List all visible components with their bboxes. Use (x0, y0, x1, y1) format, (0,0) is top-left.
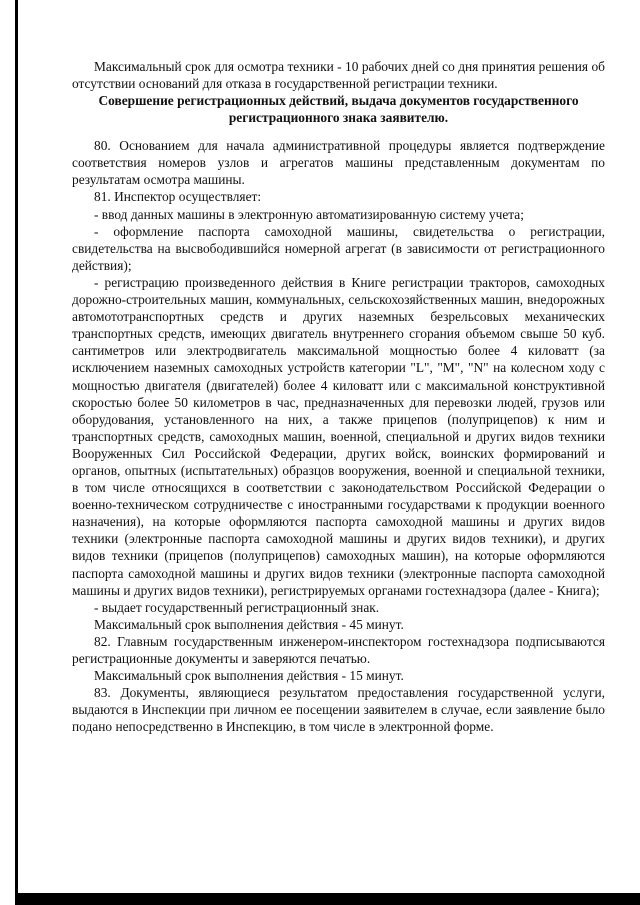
intro-paragraph: Максимальный срок для осмотра техники - 10 рабочих дней со дня принятия решения об отсутствии оснований для отказа в государственной регистрации техники. (72, 59, 605, 92)
section-heading: Совершение регистрационных действий, выдача документов государственного регистрационного знака заявителю. (98, 93, 579, 126)
paragraph-83: 83. Документы, являющиеся результатом предоставления государственной услуги, выдаются в Инспекции при личном ее посещении заявителем в случае, если заявление было подано непосредственно в Инспекцию, в том числе в электронной форме. (72, 685, 605, 735)
deadline-15: Максимальный срок выполнения действия - 15 минут. (94, 668, 404, 684)
list-item-passport: - оформление паспорта самоходной машины, свидетельства о регистрации, свидетельства на высвободившийся номерной агрегат (в зависимости от регистрационного действия); (72, 223, 605, 273)
deadline-45: Максимальный срок выполнения действия - 45 минут. (94, 616, 404, 632)
list-item-data-entry: - ввод данных машины в электронную автоматизированную систему учета; (94, 206, 524, 222)
list-item-registration-book: - регистрацию произведенного действия в Книге регистрации тракторов, самоходных дорожно-строительных машин, коммунальных, сельскохозяйственных машин, внедорожных автомототранспортных средств и других наземных безрельсовых механических транспортных средств, имеющих двигатель внутреннего сгорания объемом свыше 50 куб. сантиметров или электродвигатель максимальной мощностью более 4 киловатт (за исключением наземных самоходных устройств категории "L", "M", "N" на колесном ходу с мощностью двигателя (двигателей) более 4 киловатт или с максимальной конструктивной скоростью более 50 километров в час, предназначенных для перевозки людей, грузов или оборудования, установленного на них, а также прицепов (полуприцепов) к ним и транспортных средств, самоходных машин, военной, специальной и других видов техники Вооруженных Сил Российской Федерации, других войск, воинских формирований и органов, опытных (испытательных) образцов вооружения, военной и специальной техники, в том числе относящихся в соответствии с законодательством Российской Федерации о военно-техническом сотрудничестве с иностранными государствами к продукции военного назначения), на которые оформляются паспорта самоходной машины и других видов техники (электронные паспорта самоходной машины и других видов техники), и других видов техники (прицепов (полуприцепов) самоходных машин), на которые оформляются паспорта самоходной машины и других видов техники (электронные паспорта самоходной машины и других видов техники), регистрируемых органами гостехнадзора (далее - Книга); (72, 274, 605, 598)
document-page (72, 58, 605, 735)
paragraph-81: 81. Инспектор осуществляет: (94, 189, 262, 205)
list-item-plate: - выдает государственный регистрационный знак. (94, 599, 380, 615)
scan-border-bottom (15, 893, 640, 905)
scan-border-left (15, 0, 18, 905)
paragraph-80: 80. Основанием для начала административной процедуры является подтверждение соответствия номеров узлов и агрегатов машины представленным документам по результатам осмотра машины. (72, 138, 605, 188)
paragraph-82: 82. Главным государственным инженером-инспектором гостехнадзора подписываются регистрационные документы и заверяются печатью. (72, 633, 605, 666)
